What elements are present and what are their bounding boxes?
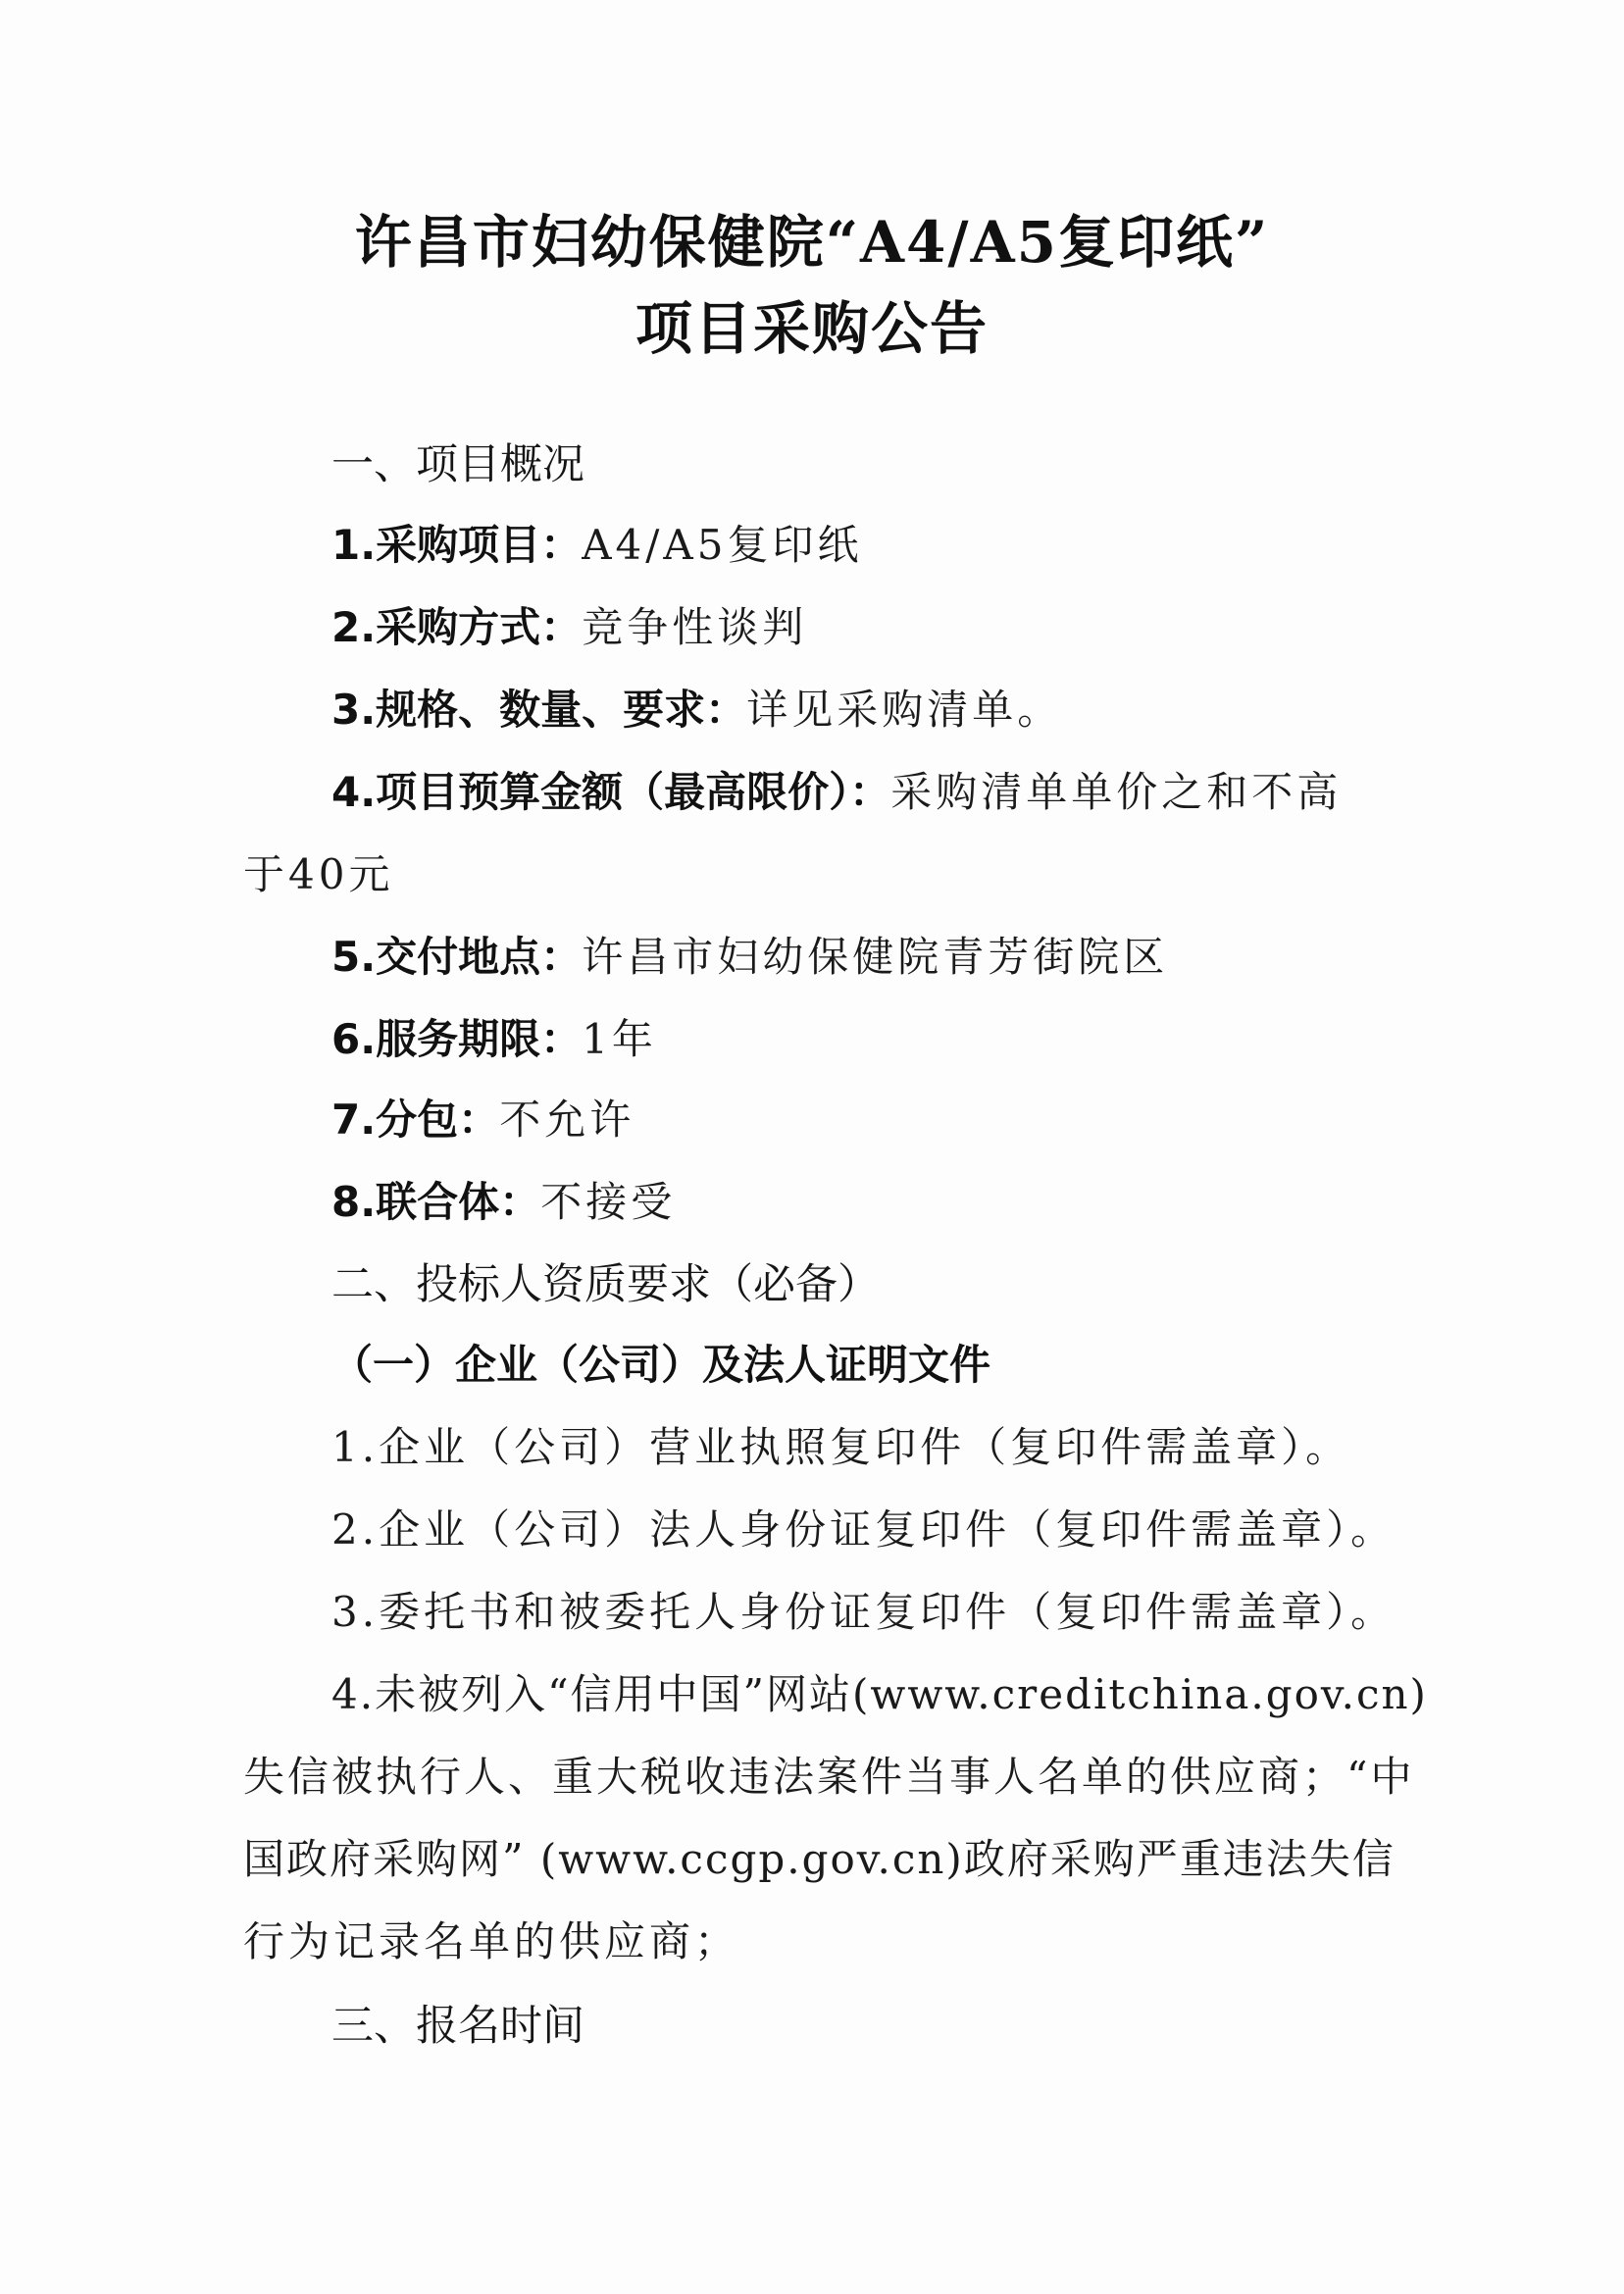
qualification-item-4-line-4: 行为记录名单的供应商； <box>243 1917 740 1965</box>
qualification-item-3: 3.委托书和被委托人身份证复印件（复印件需盖章）。 <box>331 1588 1396 1636</box>
qualification-item-4-line-1: 4.未被列入“信用中国”网站(www.creditchina.gov.cn) <box>331 1670 1428 1718</box>
item-subcontracting <box>331 1091 634 1149</box>
item-delivery-location <box>331 928 1168 987</box>
section-2-subheading: （一）企业（公司）及法人证明文件 <box>331 1341 991 1389</box>
document-title-line-2: 项目采购公告 <box>634 295 989 362</box>
item-label: 4.项目预算金额（最高限价）： <box>331 768 891 816</box>
item-value: 采购清单单价之和不高 <box>890 768 1343 816</box>
item-label: 5.交付地点： <box>331 933 583 981</box>
item-budget <box>331 763 1342 822</box>
section-2-heading: 二、投标人资质要求（必备） <box>331 1260 880 1309</box>
item-procurement-project <box>331 516 862 575</box>
qualification-item-4-line-2: 失信被执行人、重大税收违法案件当事人名单的供应商；“中 <box>243 1753 1415 1801</box>
item-specifications <box>331 681 1062 739</box>
document-title-line-1: 许昌市妇幼保健院“A4/A5复印纸” <box>354 209 1270 276</box>
item-consortium <box>331 1173 676 1232</box>
item-label: 2.采购方式： <box>331 603 583 651</box>
item-label: 7.分包： <box>331 1096 500 1144</box>
item-value: A4/A5复印纸 <box>582 521 863 569</box>
item-label: 6.服务期限： <box>331 1015 583 1063</box>
item-label: 1.采购项目： <box>331 521 583 569</box>
item-procurement-method <box>331 598 807 657</box>
item-value: 详见采购清单。 <box>746 686 1063 734</box>
item-value: 不接受 <box>540 1178 677 1226</box>
item-value: 1年 <box>582 1015 657 1063</box>
qualification-item-1: 1.企业（公司）营业执照复印件（复印件需盖章）。 <box>331 1423 1351 1471</box>
item-service-period <box>331 1010 657 1069</box>
item-value: 许昌市妇幼保健院青芳街院区 <box>582 933 1169 981</box>
item-value: 不允许 <box>499 1096 635 1144</box>
qualification-item-2: 2.企业（公司）法人身份证复印件（复印件需盖章）。 <box>331 1505 1396 1554</box>
item-value: 竞争性谈判 <box>582 603 808 651</box>
item-label: 8.联合体： <box>331 1178 541 1226</box>
item-label: 3.规格、数量、要求： <box>331 686 747 734</box>
item-budget-continuation: 于40元 <box>243 850 394 898</box>
section-3-heading: 三、报名时间 <box>331 2002 584 2051</box>
qualification-item-4-line-3: 国政府采购网” (www.ccgp.gov.cn)政府采购严重违法失信 <box>243 1835 1396 1883</box>
section-1-heading: 一、项目概况 <box>331 440 584 489</box>
